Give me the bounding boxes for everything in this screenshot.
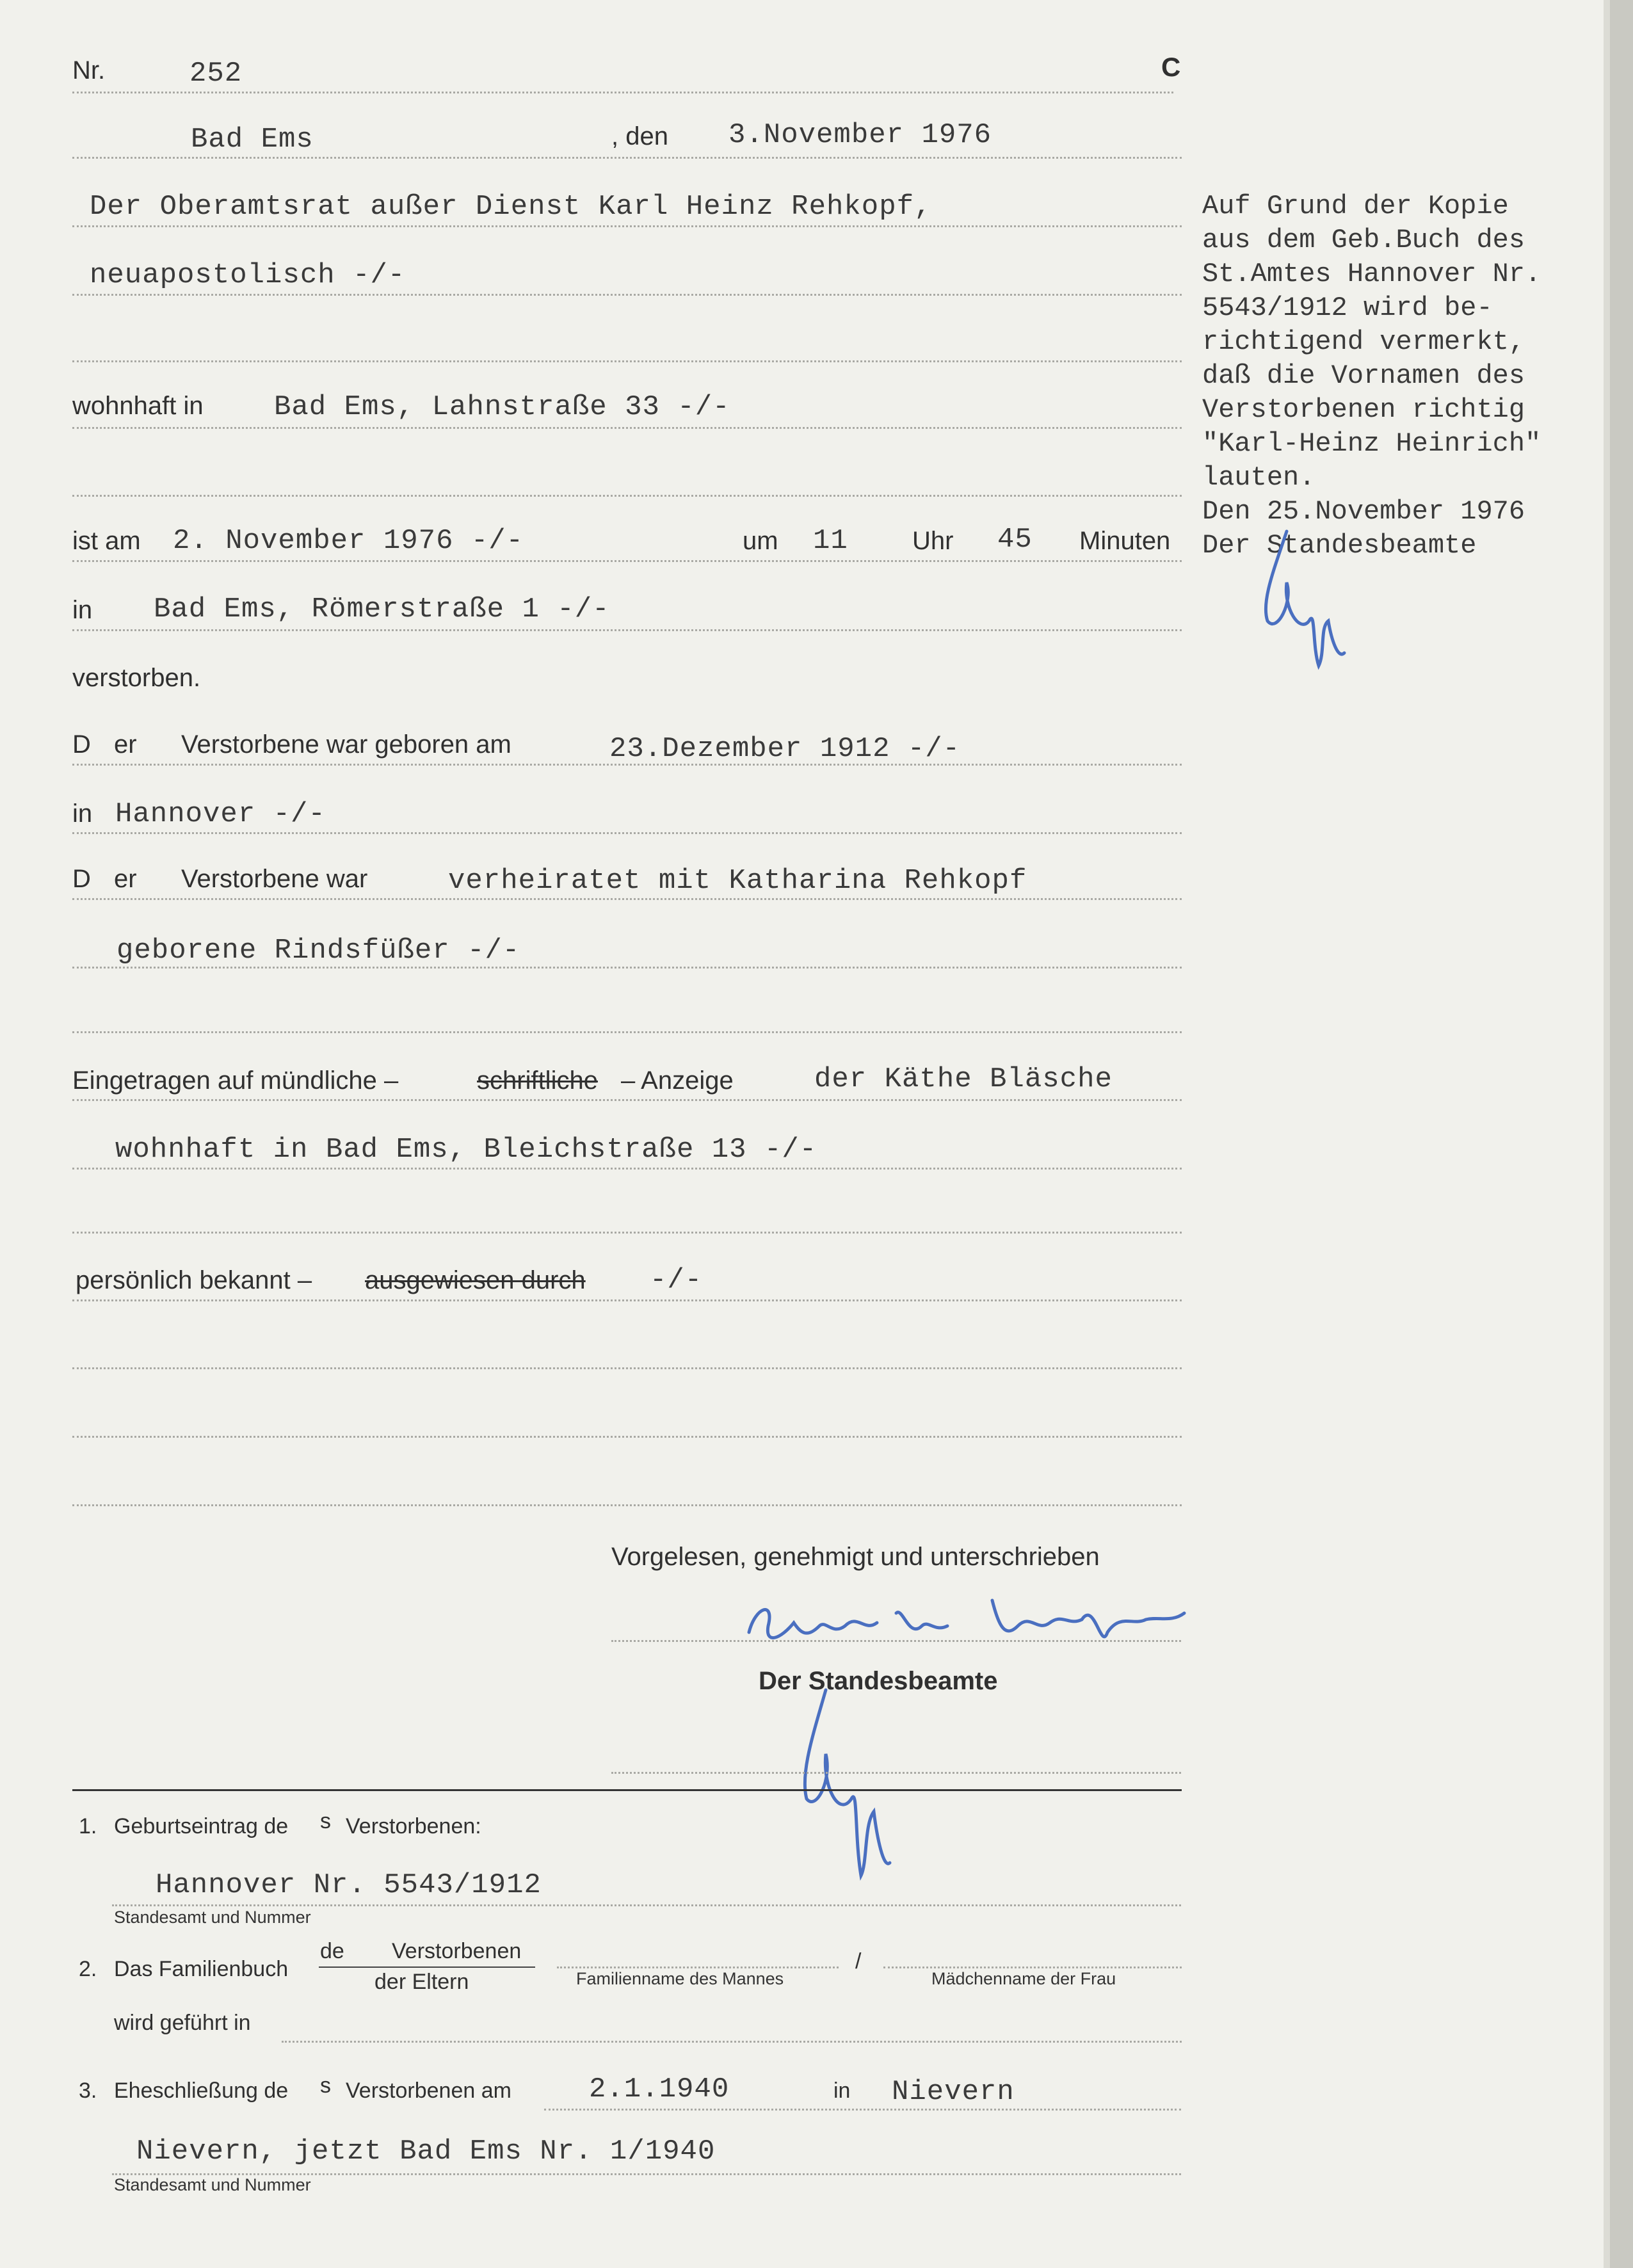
- eingetragen-struck: schriftliche: [477, 1066, 598, 1095]
- dotted-line: [72, 1232, 1182, 1234]
- margin-note-line: St.Amtes Hannover Nr.: [1202, 259, 1541, 289]
- informant-signature: [736, 1588, 1223, 1664]
- item2-number: 2.: [79, 1957, 97, 1981]
- birth-place: Hannover -/-: [115, 798, 326, 830]
- verstorben-label: verstorben.: [72, 664, 201, 692]
- dotted-line: [72, 1436, 1182, 1438]
- dotted-line: [72, 898, 1182, 900]
- born-label-er: er: [114, 730, 137, 759]
- uhr-label: Uhr: [912, 527, 954, 555]
- margin-note-line: 5543/1912 wird be-: [1202, 293, 1493, 323]
- dotted-line: [544, 2109, 1181, 2111]
- dotted-line: [72, 967, 1182, 969]
- dotted-line: [72, 495, 1182, 497]
- standesamt-nummer-caption: Standesamt und Nummer: [114, 1908, 311, 1927]
- dotted-line: [72, 832, 1182, 834]
- dotted-line: [72, 1031, 1182, 1033]
- item1-number: 1.: [79, 1814, 97, 1838]
- section-rule: [72, 1789, 1182, 1791]
- item1-s: s: [320, 1809, 331, 1833]
- hour-value: 11: [813, 525, 848, 557]
- person-line-1: Der Oberamtsrat außer Dienst Karl Heinz Rehkopf,: [90, 191, 932, 223]
- marriage-date: 2.1.1940: [589, 2073, 730, 2105]
- dotted-line: [72, 294, 1182, 296]
- item2-de: de: [320, 1939, 344, 1963]
- married-value: verheiratet mit Katharina Rehkopf: [448, 865, 1027, 897]
- item2-eltern: der Eltern: [374, 1970, 469, 1994]
- death-place: Bad Ems, Römerstraße 1 -/-: [154, 593, 610, 625]
- standesbeamte-label: Der Standesbeamte: [759, 1667, 998, 1695]
- dotted-line: [72, 1504, 1182, 1506]
- familienname-caption: Familienname des Mannes: [576, 1969, 784, 1988]
- margin-note: [1202, 189, 1541, 563]
- standesamt-nummer-caption-2: Standesamt und Nummer: [114, 2175, 311, 2194]
- margin-note-line: richtigend vermerkt,: [1202, 326, 1525, 357]
- margin-note-line: Verstorbenen richtig: [1202, 394, 1525, 425]
- dotted-line: [72, 764, 1182, 766]
- dotted-line: [72, 1168, 1182, 1170]
- married-label-er: er: [114, 865, 137, 893]
- page-edge-shadow: [1604, 0, 1610, 2268]
- fraction-line: [319, 1966, 535, 1968]
- dotted-line: [883, 1966, 1182, 1968]
- dotted-line: [72, 629, 1182, 631]
- item3-value: Nievern, jetzt Bad Ems Nr. 1/1940: [136, 2135, 716, 2167]
- eingetragen-label: Eingetragen auf mündliche –: [72, 1066, 399, 1095]
- item3-in: in: [833, 2079, 851, 2103]
- place-value: Bad Ems: [191, 124, 314, 156]
- item3-number: 3.: [79, 2079, 97, 2103]
- den-label: , den: [611, 122, 668, 150]
- margin-note-line: lauten.: [1202, 462, 1315, 493]
- page-edge: [1610, 0, 1633, 2268]
- bekannt-rest: -/-: [650, 1264, 703, 1296]
- dotted-line: [72, 427, 1182, 429]
- margin-note-line: Auf Grund der Kopie: [1202, 191, 1509, 221]
- death-date: 2. November 1976 -/-: [173, 525, 524, 557]
- wohnhaft-value: Bad Ems, Lahnstraße 33 -/-: [274, 391, 730, 423]
- wohnhaft-label: wohnhaft in: [72, 392, 204, 420]
- birth-date: 23.Dezember 1912 -/-: [609, 733, 961, 765]
- item1-label-2: Verstorbenen:: [346, 1814, 481, 1838]
- bekannt-label: persönlich bekannt –: [76, 1266, 312, 1294]
- date-value: 3.November 1976: [728, 119, 992, 151]
- item2-verstorbenen: Verstorbenen: [392, 1939, 522, 1963]
- nr-label: Nr.: [72, 56, 106, 84]
- born-label: Verstorbene war geboren am: [181, 730, 511, 759]
- bekannt-struck: ausgewiesen durch: [365, 1266, 586, 1294]
- in-label: in: [72, 596, 93, 624]
- margin-note-line: aus dem Geb.Buch des: [1202, 225, 1525, 255]
- married-value-2: geborene Rindsfüßer -/-: [117, 935, 520, 967]
- dotted-line: [72, 1367, 1182, 1369]
- slash: /: [855, 1949, 862, 1974]
- margin-note-line: Der Standesbeamte: [1202, 530, 1477, 561]
- dotted-line: [72, 225, 1182, 227]
- margin-signature: [1248, 525, 1357, 672]
- marriage-place: Nievern: [892, 2076, 1015, 2108]
- margin-note-line: daß die Vornamen des: [1202, 360, 1525, 391]
- dotted-line: [557, 1966, 839, 1968]
- married-label-d: D: [72, 865, 91, 893]
- item3-s: s: [320, 2073, 331, 2098]
- um-label: um: [743, 527, 778, 555]
- birth-place-label: in: [72, 800, 93, 828]
- dotted-line: [282, 2041, 1182, 2043]
- item3-label-2: Verstorbenen am: [346, 2079, 511, 2103]
- person-line-2: neuapostolisch -/-: [90, 259, 406, 291]
- registrar-signature: [781, 1684, 896, 1888]
- married-label: Verstorbene war: [181, 865, 368, 893]
- margin-note-line: Den 25.November 1976: [1202, 496, 1525, 527]
- informant: der Käthe Bläsche: [814, 1063, 1113, 1095]
- item1-label: Geburtseintrag de: [114, 1814, 289, 1838]
- vorgelesen-text: Vorgelesen, genehmigt und unterschrieben: [611, 1543, 1100, 1571]
- item2-label: Das Familienbuch: [114, 1957, 289, 1981]
- minutes-value: 45: [997, 524, 1033, 556]
- form-letter: C: [1161, 52, 1181, 82]
- eingetragen-label-2: – Anzeige: [621, 1066, 734, 1095]
- maedchenname-caption: Mädchenname der Frau: [931, 1969, 1116, 1988]
- dotted-line: [72, 157, 1182, 159]
- margin-note-line: "Karl-Heinz Heinrich": [1202, 428, 1541, 459]
- dotted-line: [112, 1904, 1181, 1906]
- nr-value: 252: [189, 58, 243, 90]
- born-label-d: D: [72, 730, 91, 759]
- informant-address: wohnhaft in Bad Ems, Bleichstraße 13 -/-: [115, 1134, 817, 1166]
- dotted-line: [611, 1772, 1181, 1774]
- ist-am-label: ist am: [72, 527, 141, 555]
- item1-value: Hannover Nr. 5543/1912: [156, 1869, 542, 1901]
- wird-gefuehrt-label: wird geführt in: [114, 2011, 251, 2035]
- minuten-label: Minuten: [1079, 527, 1171, 555]
- dotted-line: [72, 1099, 1182, 1101]
- item3-label: Eheschließung de: [114, 2079, 289, 2103]
- dotted-line: [72, 360, 1182, 362]
- dotted-line: [72, 92, 1173, 93]
- dotted-line: [72, 1299, 1182, 1301]
- dotted-line: [72, 560, 1182, 562]
